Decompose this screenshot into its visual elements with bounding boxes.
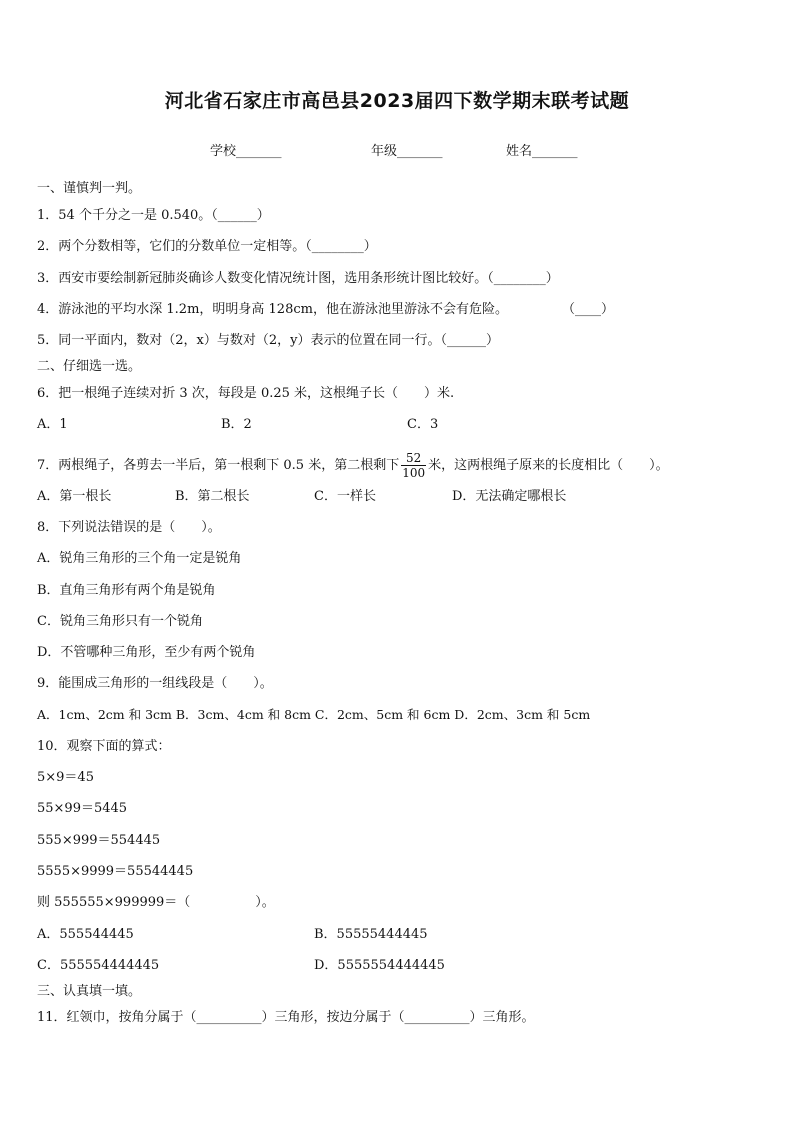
question-7-text-end: 米，这两根绳子原来的长度相比（ ）。 — [428, 458, 669, 473]
question-7 — [37, 451, 669, 480]
question-10: 10．观察下面的算式： — [37, 739, 171, 754]
q10-question: 则 555555×999999＝（ ）。 — [37, 895, 275, 910]
fraction-denominator: 100 — [402, 466, 426, 480]
section-judge-heading: 一、谨慎判一判。 — [37, 181, 142, 196]
q10-option-d: D．5555554444445 — [314, 958, 445, 973]
fraction-numerator: 52 — [401, 451, 426, 466]
q9-options: A．1cm、2cm 和 3cm B．3cm、4cm 和 8cm C．2cm、5cm 和 6cm D．2cm、3cm 和 5cm — [37, 707, 591, 722]
page-title: 河北省石家庄市高邑县2023届四下数学期末联考试题 — [164, 90, 630, 112]
name-field: 姓名_______ — [506, 144, 578, 159]
question-1: 1．54 个千分之一是 0.540。（______） — [37, 208, 270, 223]
q10-option-b: B．55555444445 — [314, 927, 428, 942]
q10-option-c: C．555554444445 — [37, 958, 160, 973]
section-fill-heading: 三、认真填一填。 — [37, 984, 142, 999]
question-3: 3．西安市要绘制新冠肺炎确诊人数变化情况统计图，选用条形统计图比较好。（________） — [37, 271, 559, 286]
q7-option-c: C．一样长 — [314, 489, 376, 504]
q8-option-a: A．锐角三角形的三个角一定是锐角 — [37, 551, 242, 566]
fraction-52-100 — [401, 451, 426, 480]
question-5: 5．同一平面内，数对（2，x）与数对（2，y）表示的位置在同一行。（______） — [37, 333, 499, 348]
q7-option-b: B．第二根长 — [175, 489, 250, 504]
q8-option-c: C．锐角三角形只有一个锐角 — [37, 614, 203, 629]
q10-option-a: A．555544445 — [37, 927, 134, 942]
q6-option-c: C．3 — [407, 417, 439, 432]
q8-option-b: B．直角三角形有两个角是锐角 — [37, 583, 216, 598]
question-8: 8．下列说法错误的是（ ）。 — [37, 520, 221, 535]
school-field: 学校_______ — [210, 144, 282, 159]
q6-option-a: A．1 — [37, 417, 68, 432]
q10-equation-3: 555×999＝554445 — [37, 833, 161, 848]
question-4: 4．游泳池的平均水深 1.2m，明明身高 128cm，他在游泳池里游泳不会有危险。 — [37, 302, 508, 317]
q7-option-a: A．第一根长 — [37, 489, 112, 504]
question-4-blank: （____） — [562, 302, 615, 317]
q7-option-d: D．无法确定哪根长 — [452, 489, 567, 504]
grade-field: 年级_______ — [371, 144, 443, 159]
question-9: 9．能围成三角形的一组线段是（ ）。 — [37, 676, 273, 691]
question-7-text: 7．两根绳子，各剪去一半后，第一根剩下 0.5 米，第二根剩下 — [37, 458, 400, 473]
question-11: 11．红领巾，按角分属于（__________）三角形，按边分属于（__________）三角形。 — [37, 1010, 535, 1025]
q8-option-d: D．不管哪种三角形，至少有两个锐角 — [37, 645, 256, 660]
question-2: 2．两个分数相等，它们的分数单位一定相等。（________） — [37, 239, 377, 254]
q10-equation-2: 55×99＝5445 — [37, 801, 128, 816]
q6-option-b: B．2 — [221, 417, 252, 432]
q10-equation-1: 5×9＝45 — [37, 770, 94, 785]
question-6: 6．把一根绳子连续对折 3 次，每段是 0.25 米，这根绳子长（ ）米. — [37, 386, 455, 401]
q10-equation-4: 5555×9999＝55544445 — [37, 864, 194, 879]
section-choice-heading: 二、仔细选一选。 — [37, 359, 142, 374]
